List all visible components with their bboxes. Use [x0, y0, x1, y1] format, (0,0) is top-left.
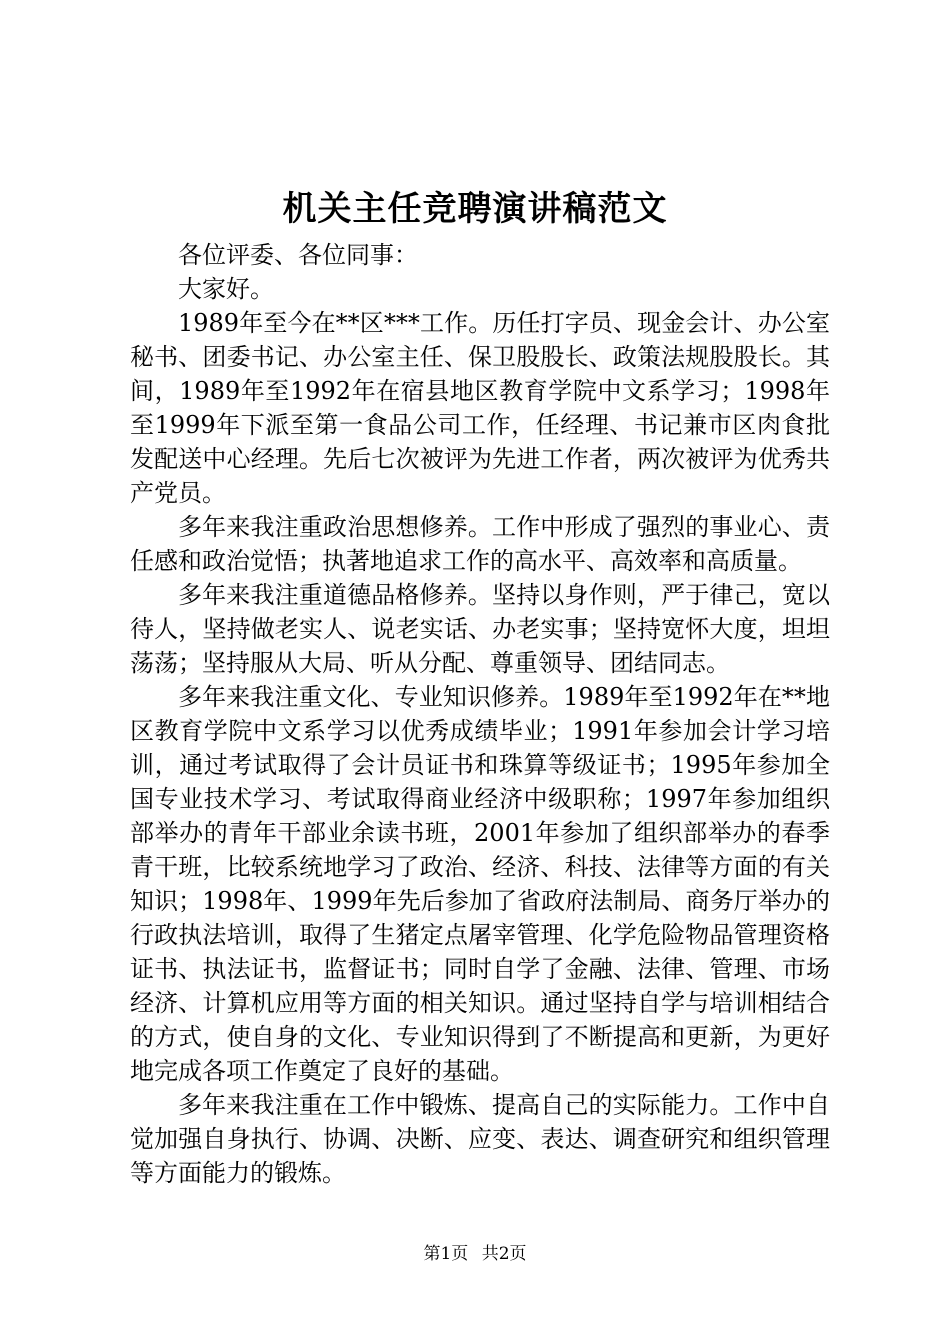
document-body	[130, 238, 830, 1190]
paragraph-work-history: 1989年至今在**区***工作。历任打字员、现金会计、办公室秘书、团委书记、办公室主任、保卫股股长、政策法规股股长。其间，1989年至1992年在宿县地区教育学院中文系学习；1998年至1999年下派至第一食品公司工作，任经理、书记兼市区肉食批发配送中心经理。先后七次被评为先进工作者，两次被评为优秀共产党员。	[130, 309, 830, 507]
page-footer	[0, 1242, 950, 1266]
page-total: 共2页	[481, 1244, 527, 1264]
paragraph-moral: 多年来我注重道德品格修养。坚持以身作则，严于律己，宽以待人，坚持做老实人、说老实话、办老实事；坚持宽怀大度，坦坦荡荡；坚持服从大局、听从分配、尊重领导、团结同志。	[130, 581, 830, 677]
paragraph-greeting: 各位评委、各位同事：	[178, 241, 418, 269]
paragraph-education: 多年来我注重文化、专业知识修养。1989年至1992年在**地区教育学院中文系学习以优秀成绩毕业；1991年参加会计学习培训，通过考试取得了会计员证书和珠算等级证书；1995年参加全国专业技术学习、考试取得商业经济中级职称；1997年参加组织部举办的青年干部业余读书班，2001年参加了组织部举办的春季青干班，比较系统地学习了政治、经济、科技、法律等方面的有关知识；1998年、1999年先后参加了省政府法制局、商务厅举办的行政执法培训，取得了生猪定点屠宰管理、化学危险物品管理资格证书、执法证书，监督证书；同时自学了金融、法律、管理、市场经济、计算机应用等方面的相关知识。通过坚持自学与培训相结合的方式，使自身的文化、专业知识得到了不断提高和更新，为更好地完成各项工作奠定了良好的基础。	[130, 683, 830, 1085]
paragraph-hello: 大家好。	[178, 275, 274, 303]
page-number: 第1页	[423, 1244, 469, 1264]
document-title: 机关主任竞聘演讲稿范文	[282, 189, 668, 229]
paragraph-ability: 多年来我注重在工作中锻炼、提高自己的实际能力。工作中自觉加强自身执行、协调、决断、应变、表达、调查研究和组织管理等方面能力的锻炼。	[130, 1091, 830, 1187]
paragraph-political: 多年来我注重政治思想修养。工作中形成了强烈的事业心、责任感和政治觉悟；执著地追求工作的高水平、高效率和高质量。	[130, 513, 830, 575]
